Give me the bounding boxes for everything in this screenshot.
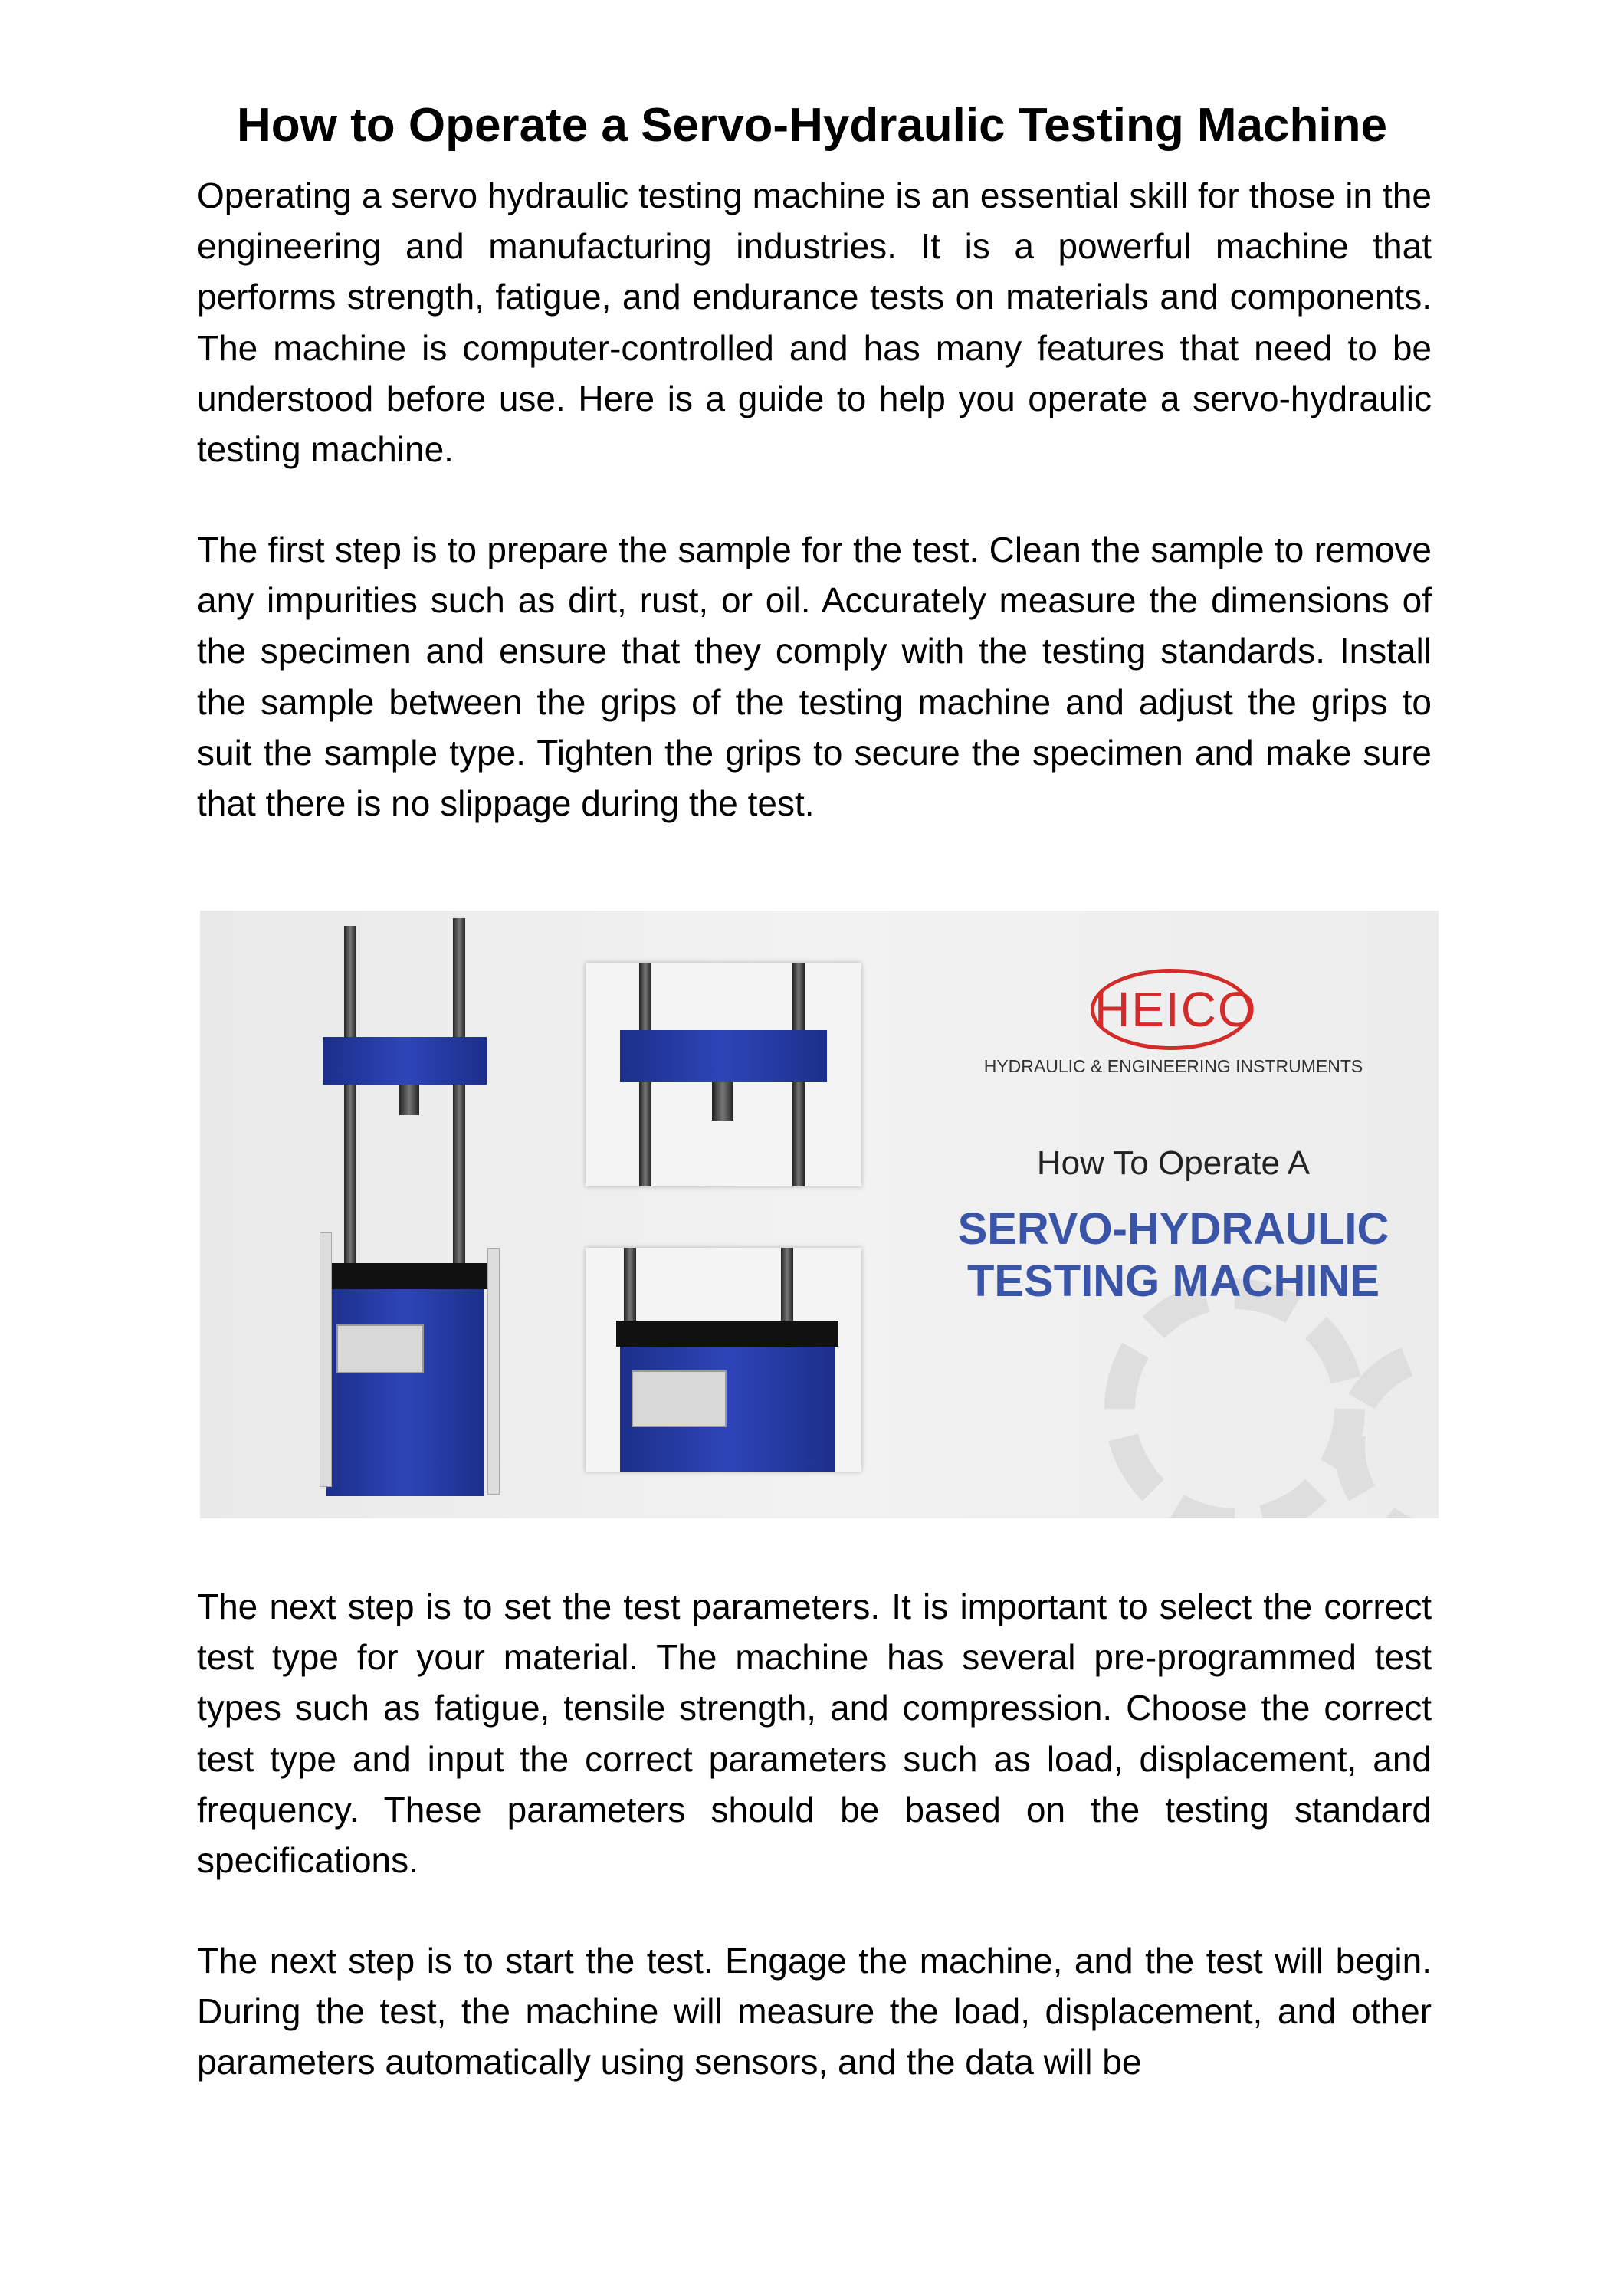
banner-heading-line1: SERVO-HYDRAULIC (957, 1204, 1389, 1254)
banner-heading-line2: TESTING MACHINE (966, 1256, 1380, 1306)
prepare-sample-paragraph: The first step is to prepare the sample for the test. Clean the sample to remove any impurities such as dirt, rust, or oil. Accurately measure the dimensions of the specimen and ensure that they comply with the testing standards. Install the sample between the grips of the testing machine and adjust the grips to suit the sample type. Tighten the grips to secure the specimen and make sure that there is no slippage during the test. (197, 530, 1432, 824)
heico-logo: HEICO (1091, 969, 1252, 1050)
machine-photo-top (586, 963, 861, 1186)
start-test-paragraph: The next step is to start the test. Engage the machine, and the test will begin. During the test, the machine will measure the load, displacement, and other parameters automatically using sensors, and the data will be (197, 1941, 1432, 2082)
banner-image (200, 911, 1439, 1518)
page-title: How to Operate a Servo-Hydraulic Testing Machine (237, 99, 1387, 152)
test-parameters-paragraph: The next step is to set the test parameters. It is important to select the correct test type for your material. The machine has several pre-programmed test types such as fatigue, tensile strength, and compression. Choose the correct test type and input the correct parameters such as load, displacement, and frequency. These parameters should be based on the testing standard specifications. (197, 1587, 1432, 1881)
machine-illustration (292, 911, 522, 1518)
banner-howto: How To Operate A (1036, 1144, 1311, 1182)
machine-photo-bottom (586, 1248, 861, 1472)
intro-paragraph: Operating a servo hydraulic testing machine is an essential skill for those in the engineering and manufacturing industries. It is a powerful machine that performs strength, fatigue, and endurance tests on materials and components. The machine is computer-controlled and has many features that need to be understood before use. Here is a guide to help you operate a servo-hydraulic testing machine. (197, 176, 1432, 470)
gear-decoration (1104, 1278, 1365, 1518)
company-tagline: HYDRAULIC & ENGINEERING INSTRUMENTS (983, 1056, 1363, 1076)
